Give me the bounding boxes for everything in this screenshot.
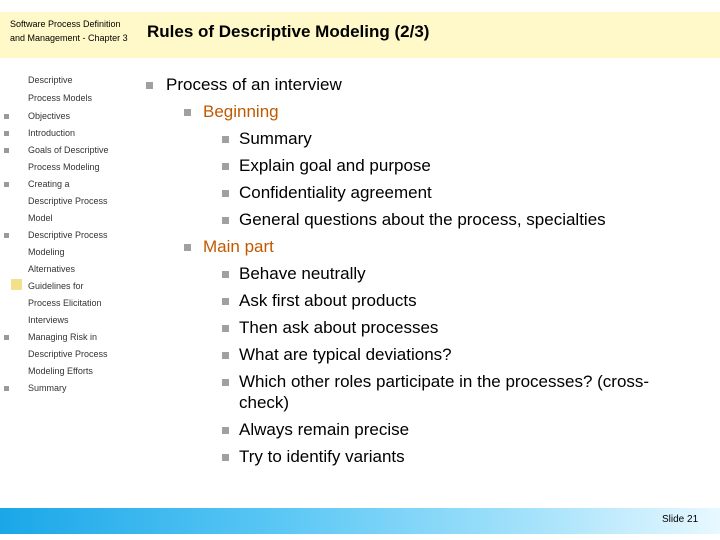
sidebar-item-managing-risk-cont2[interactable]: Modeling Efforts (28, 366, 93, 376)
bullet-icon (222, 352, 229, 359)
bullet-icon (4, 148, 9, 153)
bullet-ask-processes: Then ask about processes (239, 318, 439, 337)
bullet-process-of-interview: Process of an interview (166, 75, 342, 94)
bullet-icon (222, 190, 229, 197)
sidebar-item-creating-cont2[interactable]: Model (28, 213, 53, 223)
bullet-icon (4, 114, 9, 119)
bullet-icon (146, 82, 153, 89)
sidebar-item-process-models[interactable]: Process Models (28, 93, 93, 103)
sidebar-item-objectives[interactable]: Objectives (28, 111, 71, 121)
sidebar-item-managing-risk[interactable]: Managing Risk in (28, 332, 98, 342)
bullet-icon (184, 109, 191, 116)
bullet-identify-variants: Try to identify variants (239, 447, 405, 466)
course-title (10, 17, 140, 45)
sidebar-item-managing-risk-cont1[interactable]: Descriptive Process (28, 349, 108, 359)
bullet-icon (222, 454, 229, 461)
sidebar-item-modeling-alternatives[interactable]: Descriptive Process (28, 230, 108, 240)
bullet-main-part: Main part (203, 237, 274, 256)
bullet-icon (222, 325, 229, 332)
bullet-icon (222, 271, 229, 278)
current-section-marker (11, 279, 22, 290)
bullet-ask-products: Ask first about products (239, 291, 417, 310)
bullet-behave-neutrally: Behave neutrally (239, 264, 366, 283)
bullet-icon (4, 386, 9, 391)
bullet-typical-deviations: What are typical deviations? (239, 345, 452, 364)
bullet-beginning: Beginning (203, 102, 279, 121)
sidebar-item-descriptive[interactable]: Descriptive (28, 75, 73, 85)
footer-band (0, 508, 720, 534)
sidebar-item-guidelines[interactable]: Guidelines for (28, 281, 84, 291)
sidebar-item-goals[interactable]: Goals of Descriptive (28, 145, 109, 155)
bullet-general-questions: General questions about the process, specialties (239, 210, 606, 229)
bullet-other-roles: Which other roles participate in the processes? (cross- (239, 372, 650, 391)
bullet-summary: Summary (239, 129, 312, 148)
sidebar-item-modeling-alternatives-cont2[interactable]: Alternatives (28, 264, 76, 274)
sidebar-item-modeling-alternatives-cont1[interactable]: Modeling (28, 247, 65, 257)
bullet-icon (184, 244, 191, 251)
bullet-icon (4, 131, 9, 136)
bullet-explain-goal: Explain goal and purpose (239, 156, 431, 175)
bullet-icon (222, 163, 229, 170)
bullet-icon (222, 379, 229, 386)
sidebar-item-summary[interactable]: Summary (28, 383, 67, 393)
bullet-icon (4, 335, 9, 340)
bullet-icon (4, 233, 9, 238)
bullet-remain-precise: Always remain precise (239, 420, 410, 439)
course-title-line2: and Management - Chapter 3 (10, 33, 128, 43)
sidebar-item-goals-cont[interactable]: Process Modeling (28, 162, 100, 172)
bullet-icon (222, 136, 229, 143)
sidebar-item-creating-cont1[interactable]: Descriptive Process (28, 196, 108, 206)
slide-title: Rules of Descriptive Modeling (2/3) (147, 22, 430, 41)
sidebar-item-guidelines-cont1[interactable]: Process Elicitation (28, 298, 102, 308)
sidebar-item-introduction[interactable]: Introduction (28, 128, 76, 138)
bullet-confidentiality: Confidentiality agreement (239, 183, 432, 202)
course-title-line1: Software Process Definition (10, 19, 121, 29)
bullet-icon (222, 427, 229, 434)
bullet-icon (222, 217, 229, 224)
bullet-icon (4, 182, 9, 187)
slide-number: Slide 21 (662, 514, 699, 525)
sidebar-item-guidelines-cont2[interactable]: Interviews (28, 315, 69, 325)
bullet-other-roles-cont: check) (239, 393, 290, 412)
sidebar-item-creating[interactable]: Creating a (28, 179, 70, 189)
bullet-icon (222, 298, 229, 305)
